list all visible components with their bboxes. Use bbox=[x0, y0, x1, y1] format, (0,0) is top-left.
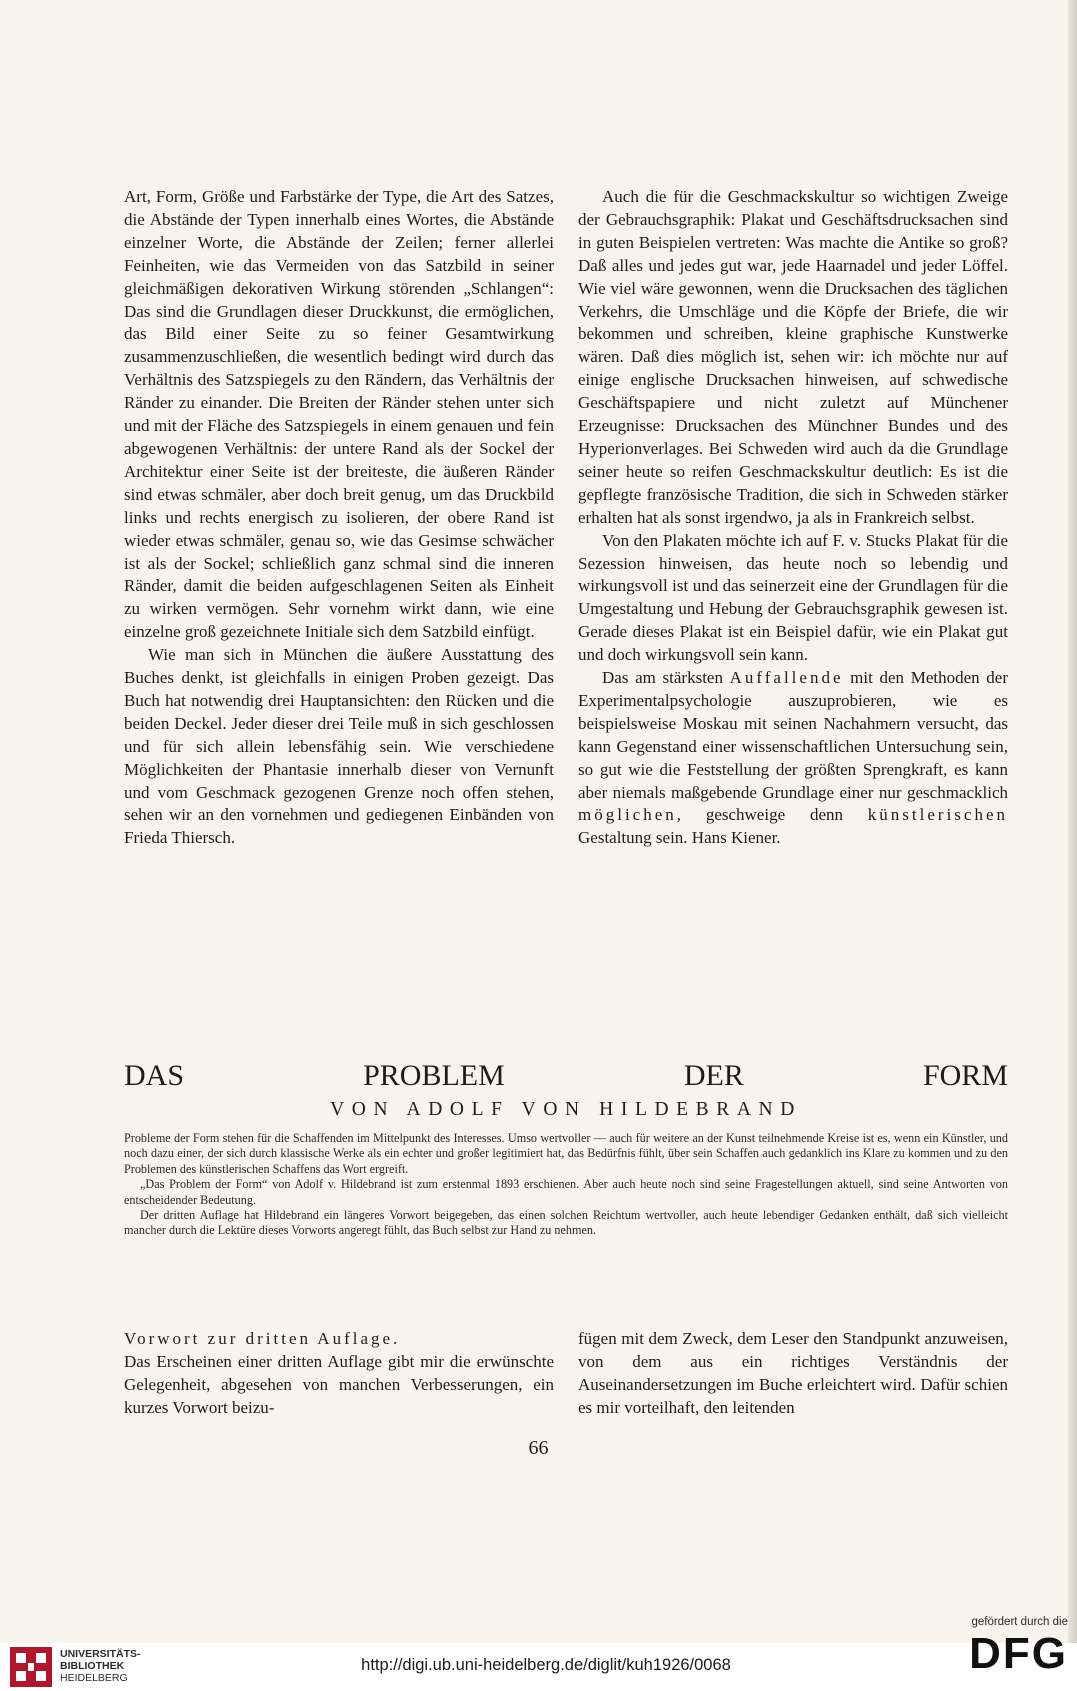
library-name-line: UNIVERSITÄTS- bbox=[60, 1648, 141, 1660]
spaced-emphasis: möglichen bbox=[578, 805, 677, 825]
source-url-link[interactable]: http://digi.ub.uni-heidelberg.de/diglit/kuh1926/0068 bbox=[361, 1656, 731, 1674]
right-text-column bbox=[578, 186, 1008, 850]
intro-notice bbox=[124, 1131, 1008, 1239]
library-name bbox=[60, 1648, 141, 1684]
funding-label: gefördert durch die bbox=[971, 1616, 1068, 1628]
text-run: mit den Methoden der Experimentalpsychologie auszuprobieren, wie es beispielsweise Moskau mit seinen Nachahmern versucht, das kann Gegenstand einer wissenschaftlichen Untersuchung sein, so gut wie die Feststellung der größten Sprengkraft, es kann aber niemals maßgebende Grundlage einer nur geschmacklich bbox=[578, 668, 1008, 802]
paragraph: Art, Form, Größe und Farbstärke der Type, die Art des Satzes, die Abstände der Typen innerhalb eines Wortes, die Abstände einzelner Worte, die Abstände der Zeilen; ferner allerlei Feinheiten, wie das Vermeiden von das Satzbild in seiner gleichmäßigen dekorativen Wirkung störenden „Schlangen“: Das sind die Grundlagen dieser Druckkunst, die ermöglichen, das Bild einer Seite zu so feiner Gesamtwirkung zusammenzuschließen, die wesentlich bedingt wird durch das Verhältnis des Satzspiegels zu den Rändern, das Verhältnis der Ränder zu einander. Die Breiten der Ränder stehen unter sich und mit der Fläche des Satzspiegels in einem genauen und fein abgewogenen Verhältnis: der untere Rand als der Sockel der Architektur einer Seite ist der breiteste, die äußeren Ränder sind etwas schmäler, aber doch breit genug, um das Druckbild links und rechts energisch zu isolieren, der obere Rand ist wieder etwas schmäler, genau so, wie das Gesimse schwächer ist als der Sockel; schließlich ganz schmal sind die inneren Ränder, damit die beiden aufgeschlagenen Seiten als Einheit zu wirken vermögen. Sehr vornehm wirkt dann, wie eine einzelne groß gezeichnete Initiale sich dem Satzbild einfügt. bbox=[124, 187, 554, 642]
title-word: DER bbox=[683, 1059, 744, 1092]
article-title bbox=[124, 1058, 1008, 1094]
text-run: , geschweige denn bbox=[676, 805, 868, 825]
dfg-logo: DFG bbox=[969, 1629, 1068, 1678]
intro-paragraph: „Das Problem der Form“ von Adolf v. Hildebrand ist zum erstenmal 1893 erschienen. Aber auch heute noch sind seine Fragestellungen aktuell, sind seine Antworten von entscheidender Bedeutung. bbox=[124, 1177, 1008, 1207]
spaced-emphasis: künstlerischen bbox=[867, 805, 1008, 825]
paragraph: Das Erscheinen einer dritten Auflage gibt mir die erwünschte Gelegenheit, abgesehen von manchen Verbesserungen, ein kurzes Vorwort beizu- bbox=[124, 1351, 554, 1417]
title-word: FORM bbox=[922, 1059, 1008, 1092]
paragraph: Auch die für die Geschmackskultur so wichtigen Zweige der Gebrauchsgraphik: Plakat und Geschäftsdrucksachen sind in guten Beispielen vertreten: Was machte die Antike so groß? Daß alles und jedes gut war, jede Haarnadel und jeder Löffel. Wie viel wäre gewonnen, wenn die Drucksachen des täglichen Verkehrs, die Umschläge und die Köpfe der Briefe, die wir bekommen und schreiben, kleine graphische Kunstwerke wären. Daß dies möglich ist, sehen wir: ich möchte nur auf einige englische Drucksachen hinweisen, auf schwedische Geschäftspapiere und nicht zuletzt auf Münchener Erzeugnisse: Drucksachen des Münchner Bundes und des Hyperionverlages. Bei Schweden wird auch da die Grundlage seiner heute so reifen Geschmackskultur deutlich: Es ist die gepflegte französische Tradition, die sich in Schweden stärker erhalten hat als sonst irgendwo, ja als in Frankreich selbst. bbox=[578, 187, 1008, 527]
foreword-left-column bbox=[124, 1328, 554, 1420]
dfg-logo-block[interactable] bbox=[928, 1616, 1068, 1688]
intro-paragraph: Probleme der Form stehen für die Schaffenden im Mittelpunkt des Interesses. Umso wertvoller — auch für weitere an der Kunst teilnehmende Kreise ist es, wenn ein Künstler, und noch dazu einer, der sich durch klassische Werke als ein echter und großer legitimiert hat, das Bedürfnis fühlt, über sein Schaffen auch gedanklich ins Klare zu kommen und zu den Problemen des künstlerischen Schaffens das Wort ergreift. bbox=[124, 1131, 1008, 1176]
intro-paragraph: Der dritten Auflage hat Hildebrand ein längeres Vorwort beigegeben, das einen solchen Reichtum wertvoller, auch heute lebendiger Gedanken enthält, daß sich vielleicht mancher durch die Lektüre dieses Vorworts angeregt fühlt, das Buch selbst zur Hand zu nehmen. bbox=[124, 1208, 1008, 1238]
foreword-heading: Vorwort zur dritten Auflage. bbox=[124, 1329, 401, 1348]
foreword-right-column bbox=[578, 1328, 1008, 1420]
title-word: PROBLEM bbox=[363, 1059, 505, 1092]
page-number: 66 bbox=[528, 1437, 549, 1459]
article-subtitle: VON ADOLF VON HILDEBRAND bbox=[330, 1099, 802, 1120]
library-seal-icon bbox=[10, 1647, 52, 1687]
library-logo[interactable] bbox=[10, 1645, 142, 1687]
paragraph: fügen mit dem Zweck, dem Leser den Standpunkt anzuweisen, von dem aus ein richtiges Verständnis der Auseinandersetzungen im Buche erleichtert wird. Dafür schien es mir vorteilhaft, den leitenden bbox=[578, 1329, 1008, 1417]
paragraph: Wie man sich in München die äußere Ausstattung des Buches denkt, ist gleichfalls in einigen Proben gezeigt. Das Buch hat notwendig drei Hauptansichten: den Rücken und die beiden Deckel. Jeder dieser drei Teile muß in sich geschlossen und für sich allein lebensfähig sein. Wie verschiedene Möglichkeiten der Phantasie innerhalb dieser von Vernunft und vom Geschmack gezogenen Grenze noch offen stehen, sehen wir an den vornehmen und gediegenen Einbänden von Frieda Thiersch. bbox=[124, 645, 554, 848]
library-name-line: BIBLIOTHEK bbox=[60, 1660, 125, 1672]
text-run: Gestaltung sein. Hans Kiener. bbox=[578, 828, 781, 848]
paragraph bbox=[578, 667, 1008, 850]
paragraph: Von den Plakaten möchte ich auf F. v. Stucks Plakat für die Sezession hinweisen, das heute noch so lebendig und wirkungsvoll ist und das seinerzeit eine der Grundlagen für die Umgestaltung und Hebung der Gebrauchsgraphik gewesen ist. Gerade dieses Plakat ist ein Beispiel dafür, wie ein Plakat gut und doch wirkungsvoll sein kann. bbox=[578, 530, 1008, 665]
left-text-column bbox=[124, 186, 554, 850]
spaced-emphasis: Auffallende bbox=[729, 668, 844, 688]
title-word: DAS bbox=[124, 1059, 185, 1092]
text-run: Das am stärksten bbox=[602, 668, 730, 688]
library-name-line: HEIDELBERG bbox=[60, 1672, 128, 1684]
